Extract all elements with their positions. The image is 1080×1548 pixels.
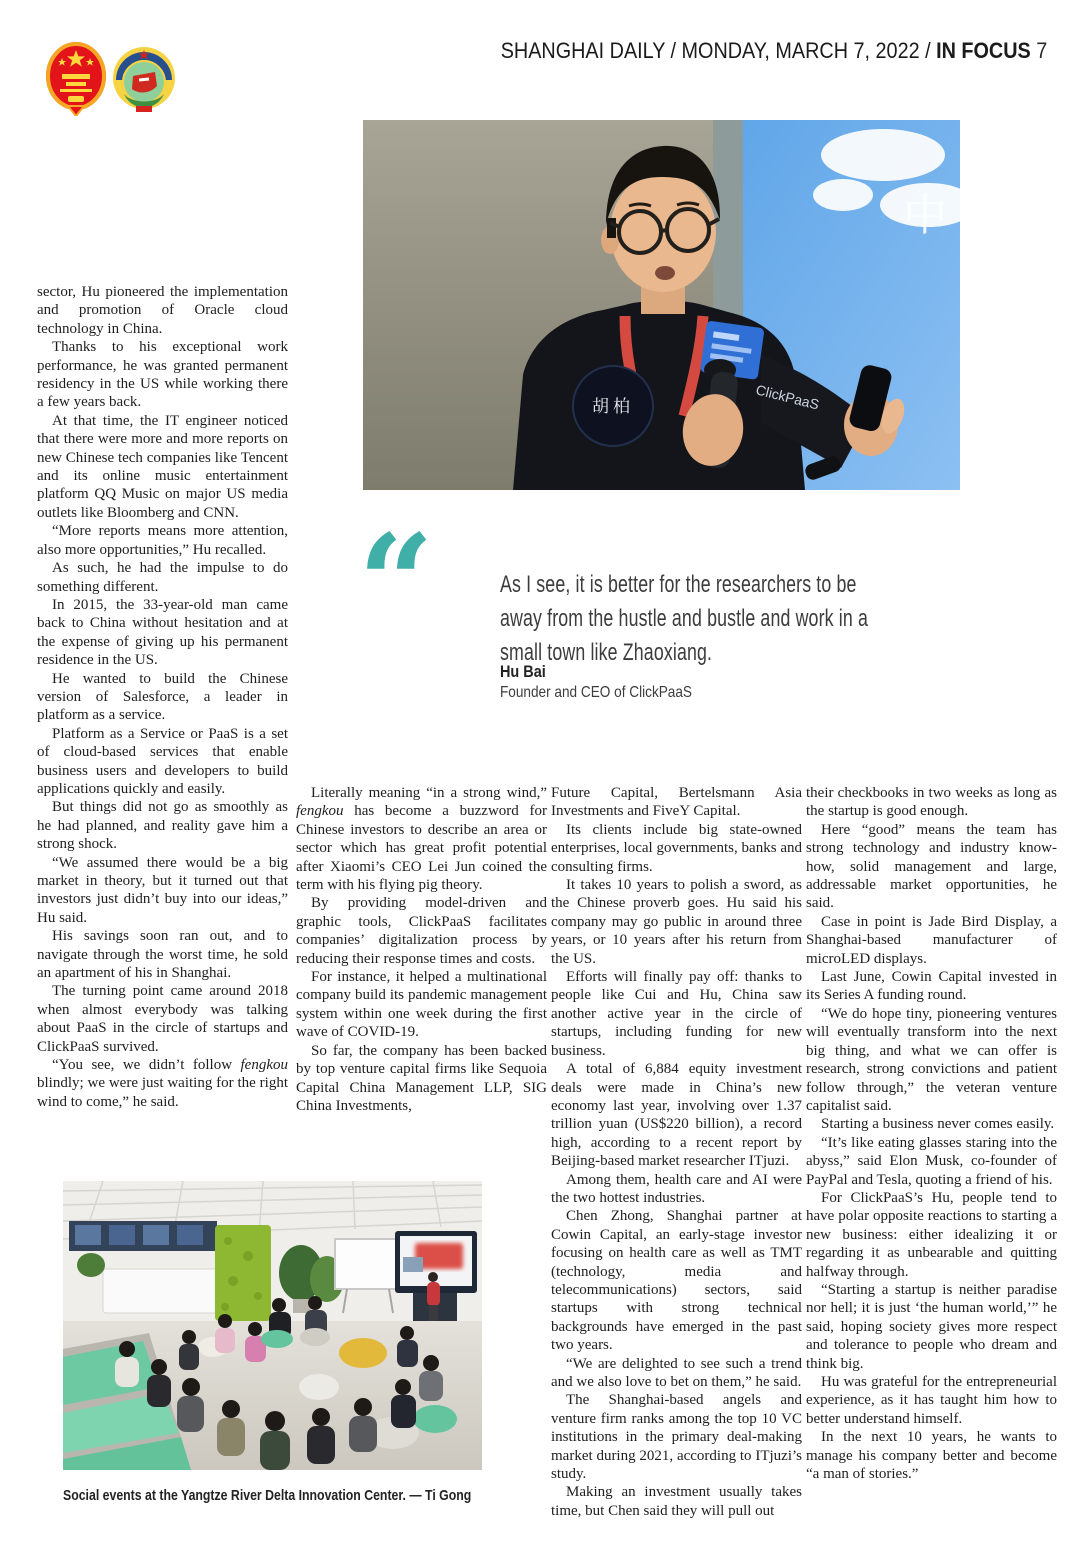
shirt-logo-text: ClickPaaS	[754, 381, 821, 413]
article-paragraph: Hu was grateful for the entrepreneurial experience, as it has taught him how to better understand himself.	[806, 1374, 1057, 1427]
article-column-4	[806, 784, 1057, 1483]
pull-quote-line: small town like Zhaoxiang.	[500, 639, 713, 666]
article-paragraph: Making an investment usually takes time, but Chen said they will pull out	[551, 1484, 802, 1519]
article-paragraph: Chen Zhong, Shanghai partner at Cowin Capital, an early-stage investor focusing on health care as well as TMT (technology, media and telecommunications) sectors, said startups with strong technical backgrounds have emerged in the past two years.	[551, 1208, 802, 1354]
article-paragraph: In 2015, the 33-year-old man came back to China without hesitation and at the expense of giving up his permanent residence in the US.	[37, 596, 288, 669]
masthead-page-number: 7	[1030, 38, 1047, 63]
pull-quote-mark-icon: “	[358, 506, 434, 661]
article-column-1	[37, 283, 288, 1111]
article-paragraph: So far, the company has been backed by top venture capital firms like Sequoia Capital China Management LLP, SIG China Investments,	[296, 1042, 547, 1114]
article-paragraph: Literally meaning “in a strong wind,” fengkou has become a buzzword for Chinese investors to describe an area or sector which has great profit potential after Xiaomi’s CEO Lei Jun coined the term with his flying pig theory.	[296, 785, 547, 894]
article-paragraph: Its clients include big state-owned enterprises, local governments, banks and consulting firms.	[551, 821, 802, 875]
article-paragraph: He wanted to build the Chinese version of Salesforce, a leader in platform as a service.	[37, 670, 288, 724]
pull-quote-author: Hu Bai	[500, 662, 546, 681]
article-paragraph: Starting a business never comes easily.	[821, 1116, 1055, 1133]
article-paragraph: Case in point is Jade Bird Display, a Shanghai-based manufacturer of microLED displays.	[806, 913, 1057, 967]
article-column-3	[551, 784, 802, 1520]
article-paragraph: Platform as a Service or PaaS is a set of cloud-based services that enable business users and developers to build applications quickly and easily.	[37, 725, 288, 797]
article-paragraph: sector, Hu pioneered the implementation and promotion of Oracle cloud technology in China.	[37, 284, 288, 337]
article-column-2	[296, 784, 547, 1115]
article-paragraph: Efforts will finally pay off: thanks to people like Cui and Hu, China saw another active year in the circle of startups, including funding for new business.	[551, 969, 802, 1059]
event-photo-caption: Social events at the Yangtze River Delta Innovation Center. — Ti Gong	[63, 1487, 472, 1504]
prc-national-emblem-icon	[44, 40, 108, 116]
article-paragraph: Among them, health care and AI were the two hottest industries.	[551, 1171, 802, 1206]
article-paragraph: A total of 6,884 equity investment deals were made in China’s new economy last year, involving over 1.37 trillion yuan (US$220 billion), a record high, according to a recent report by Beijing-based market researcher ITjuzi.	[551, 1061, 802, 1170]
article-paragraph: For ClickPaaS’s Hu, people tend to have polar opposite reactions to starting a new business: either idealizing it or regarding it as unbearable and quitting halfway through.	[806, 1189, 1057, 1280]
article-paragraph: But things did not go as smoothly as he had planned, and reality gave him a strong shock.	[37, 799, 288, 853]
pull-quote-text	[500, 568, 922, 670]
article-paragraph: For instance, it helped a multinational company build its pandemic management system within one week during the first wave of COVID-19.	[296, 969, 547, 1041]
article-paragraph: In the next 10 years, he wants to manage his company better and become “a man of stories.”	[806, 1429, 1057, 1483]
article-paragraph: By providing model-driven and graphic tools, ClickPaaS facilitates companies’ digitalization process by reducing their response times and costs.	[296, 895, 547, 967]
article-paragraph: “We are delighted to see such a trend and we also love to bet on them,” he said.	[551, 1355, 802, 1390]
article-paragraph: “It’s like eating glasses staring into the abyss,” said Elon Musk, co-founder of PayPal and Tesla, quoting a friend of his.	[806, 1134, 1057, 1188]
article-paragraph: His savings soon ran out, and to navigate through the worst time, he sold an apartment of his in Shanghai.	[37, 928, 288, 982]
event-photo-innovation-center	[63, 1181, 482, 1470]
cppcc-emblem-icon	[112, 40, 176, 116]
pull-quote-line: away from the hustle and bustle and work in a	[500, 605, 868, 632]
article-paragraph: It takes 10 years to polish a sword, as the Chinese proverb goes. Hu said his company may go public in around three years, or 10 years after his return from the US.	[551, 877, 802, 967]
article-paragraph: “Starting a startup is neither paradise nor hell; it is just ‘the human world,’” he said, hoping society gives more respect and tolerance to people who dream and think big.	[806, 1281, 1057, 1372]
screen-chinese-text: 中	[903, 191, 947, 240]
article-paragraph: The turning point came around 2018 when almost everybody was talking about PaaS in the circle of startups and ClickPaaS survived.	[37, 983, 288, 1055]
article-paragraph: “More reports means more attention, also more opportunities,” Hu recalled.	[37, 523, 288, 558]
article-paragraph: “We assumed there would be a big market in theory, but it turned out that investors just didn’t buy into our ideas,” Hu said.	[37, 854, 288, 926]
badge-name-text: 胡柏	[592, 397, 634, 416]
pull-quote-line: As I see, it is better for the researchers to be	[500, 571, 857, 598]
masthead-date-text: SHANGHAI DAILY / MONDAY, MARCH 7, 2022 /	[500, 38, 936, 63]
article-paragraph: “We do hope tiny, pioneering ventures will eventually transform into the next big thing, and what we can offer is research, strong convictions and patient follow through,” the veteran venture capitalist said.	[806, 1005, 1057, 1114]
article-paragraph: As such, he had the impulse to do something different.	[37, 560, 288, 595]
article-paragraph: The Shanghai-based angels and venture firm ranks among the top 10 VC institutions in the primary deal-making market during 2021, according to ITjuzi’s study.	[551, 1392, 802, 1483]
article-paragraph: Last June, Cowin Capital invested in its Series A funding round.	[806, 969, 1057, 1004]
masthead	[500, 38, 1047, 64]
article-paragraph: At that time, the IT engineer noticed that there were more and more reports on new Chinese tech companies like Tencent and its online music entertainment platform QQ Music on major US media outlets like Bloomberg and CNN.	[37, 412, 288, 521]
article-paragraph: their checkbooks in two weeks as long as the startup is good enough.	[806, 785, 1057, 820]
article-paragraph: Future Capital, Bertelsmann Asia Investments and FiveY Capital.	[551, 785, 802, 820]
masthead-section: IN FOCUS	[935, 38, 1031, 63]
article-paragraph: Thanks to his exceptional work performance, he was granted permanent residency in the US while working there a few years back.	[37, 339, 288, 411]
pull-quote-author-role: Founder and CEO of ClickPaaS	[500, 684, 693, 701]
main-photo-speaker	[363, 120, 960, 490]
article-paragraph: Here “good” means the team has strong technology and industry know-how, solid management and large, addressable market opportunities, he said.	[806, 821, 1057, 912]
article-paragraph: “You see, we didn’t follow fengkou blindly; we were just waiting for the right wind to come,” he said.	[37, 1057, 288, 1110]
